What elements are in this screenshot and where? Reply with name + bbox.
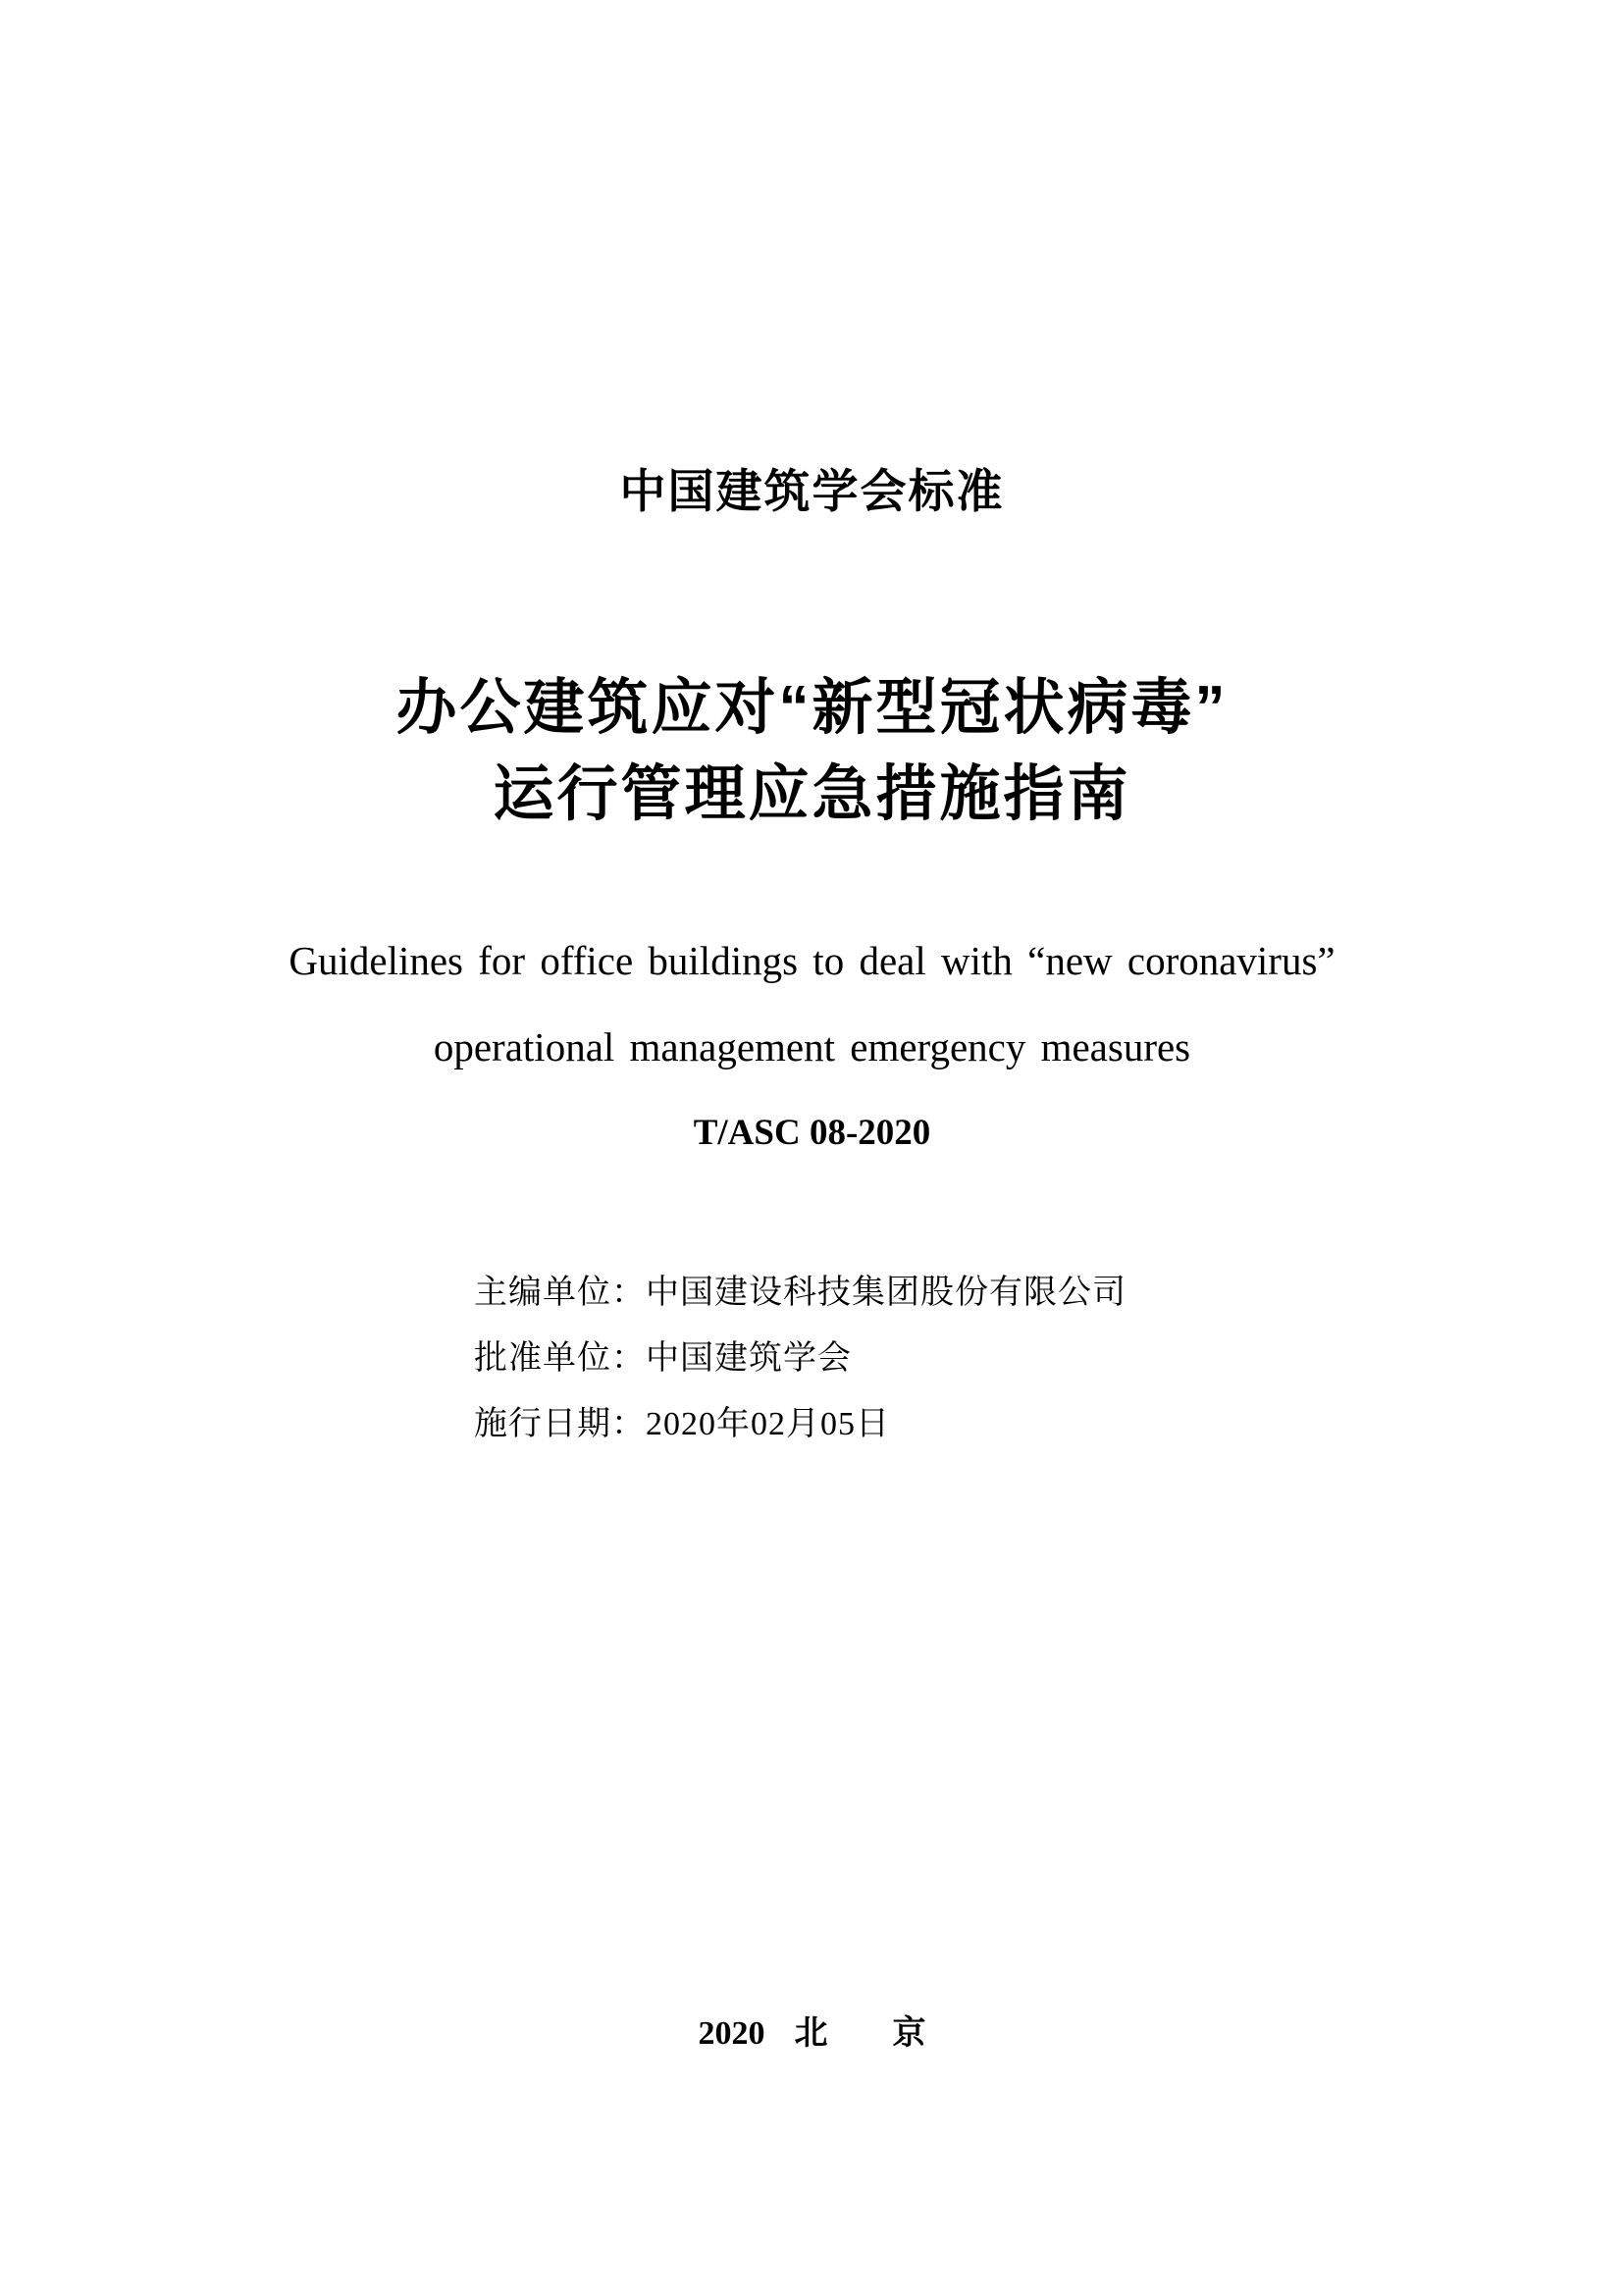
title-en-line1: Guidelines for office buildings to deal with “new coronavirus”: [288, 938, 1336, 983]
approval-unit-line: 批准单位：中国建筑学会: [474, 1340, 852, 1377]
chief-editor-line: 主编单位：中国建设科技集团股份有限公司: [474, 1275, 1126, 1311]
title-cn-line2: 运行管理应急措施指南: [493, 760, 1131, 828]
document-title-chinese: [0, 665, 1624, 838]
imprint-city-char-jing: 京: [892, 2015, 926, 2052]
imprint-city-char-bei: 北: [794, 2015, 828, 2052]
society-standard-label: 中国建筑学会标准: [619, 465, 1005, 517]
title-cn-line1: 办公建筑应对“新型冠状病毒”: [395, 674, 1229, 742]
implementation-date-line: 施行日期：2020年02月05日: [474, 1406, 890, 1442]
imprint-year: 2020: [698, 2015, 765, 2052]
imprint-line: [0, 2013, 1624, 2055]
publication-info-block: [474, 1260, 1126, 1457]
standard-code: T/ASC 08-2020: [693, 1113, 931, 1153]
title-en-line2: operational management emergency measures: [433, 1024, 1191, 1069]
